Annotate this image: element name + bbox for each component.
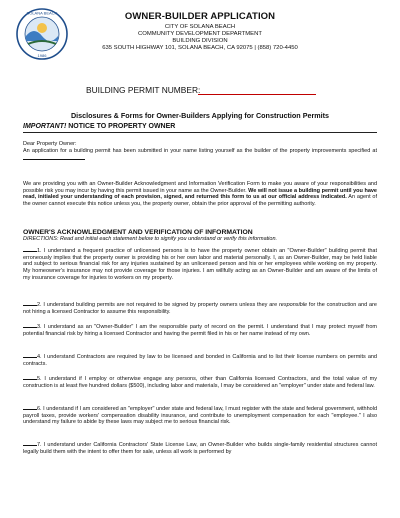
ack-item-3	[23, 323, 377, 337]
notice-paragraph-2-text: We are providing you with an Owner-Builder Acknowledgment and Information Verification Form to make you aware of your responsibilities and possible risk you may incur by having this permit issued in your name as the Owner-Builder.	[23, 181, 377, 194]
notice-paragraph-1-text: An application for a building permit has been submitted in your name listing yourself as the builder of the property improvements specified at	[23, 148, 377, 154]
notice-heading	[23, 123, 175, 130]
initial-field-3[interactable]	[23, 323, 37, 328]
initial-field-6[interactable]	[23, 405, 37, 410]
permit-number-label: BUILDING PERMIT NUMBER:	[86, 85, 201, 95]
acknowledgment-heading: OWNER'S ACKNOWLEDGMENT AND VERIFICATION OF INFORMATION	[23, 229, 253, 236]
ack-item-4-text: 4. I understand Contractors are required by law to be licensed and bonded in California and to list their license numbers on permits and contracts.	[23, 354, 377, 367]
division-name: BUILDING DIVISION	[172, 38, 228, 44]
ack-item-2	[23, 301, 377, 315]
department-name: COMMUNITY DEVELOPMENT DEPARTMENT	[138, 31, 262, 37]
ack-item-5	[23, 375, 377, 389]
svg-text:1986: 1986	[37, 53, 47, 58]
notice-paragraph-2	[23, 181, 377, 208]
initial-field-7[interactable]	[23, 441, 37, 446]
ack-item-1	[23, 247, 377, 282]
ack-item-6-text: 6. I understand if I am considered an "employer" under state and federal law, I must register with the state and federal government, withhold payroll taxes, provide workers' compensation disability insurance, and contribute to unemployment compensation for each "employee." I also understand my failure to abide by these laws may subject me to serious financial risk.	[23, 406, 377, 426]
divider	[23, 132, 377, 133]
permit-number-field[interactable]	[198, 94, 316, 95]
initial-field-1[interactable]	[23, 247, 37, 252]
office-address: 635 SOUTH HIGHWAY 101, SOLANA BEACH, CA 92075 | (858) 720-4450	[102, 45, 298, 51]
initial-field-4[interactable]	[23, 353, 37, 358]
ack-item-3-text: 3. I understand as an "Owner-Builder" I am the responsible party of record on the permit. I understand that I may protect myself from potential financial risk by hiring a licensed Contractor and having the permit filed in his or her name instead of my own.	[23, 324, 377, 337]
initial-field-2[interactable]	[23, 301, 37, 306]
initial-field-5[interactable]	[23, 375, 37, 380]
notice-paragraph-1	[23, 148, 377, 162]
ack-item-6	[23, 405, 377, 426]
ack-item-7	[23, 441, 377, 455]
notice-paragraph-2-end: An agent of the owner cannot execute this notice unless you, the property owner, obtain the prior approval of the permitting authority.	[23, 194, 377, 208]
ack-item-4	[23, 353, 377, 367]
svg-text:SOLANA BEACH: SOLANA BEACH	[26, 10, 58, 16]
city-name: CITY OF SOLANA BEACH	[164, 24, 236, 30]
notice-important-word: IMPORTANT!	[23, 123, 67, 130]
ack-item-2-end: for the construction and are not hiring a licensed Contractor to assume this responsibility.	[23, 302, 377, 315]
notice-heading-text: NOTICE TO PROPERTY OWNER	[66, 123, 176, 130]
notice-paragraph-2-bold: We will not issue a building permit until you have read, initialed your understanding of each provision, signed, and returned this form to us at our official address indicated.	[23, 187, 377, 201]
salutation: Dear Property Owner:	[23, 141, 77, 147]
ack-item-5-text: 5. I understand if I employ or otherwise engage any persons, other than California licensed Contractors, and the total value of my construction is at least five hundred dollars ($500), including labor and materials, I may be considered an "employer" under state and federal law.	[23, 376, 377, 389]
ack-item-1-text: 1. I understand a frequent practice of unlicensed persons is to have the property owner obtain an "Owner-Builder" building permit that erroneously implies that the property owner is providing his or her own labor and material personally. I, as an Owner-Builder, may be held liable and subject to serious financial risk for any injuries sustained by an unlicensed person and his or her employees while working on my property. My homeowner's insurance may not provide coverage for those injuries. I am willfully acting as an Owner-Builder and am aware of the limits of my insurance coverage for injuries to workers on my property.	[23, 248, 377, 281]
form-title: OWNER-BUILDER APPLICATION	[124, 11, 276, 22]
property-address-field[interactable]	[23, 155, 85, 160]
ack-item-7-text: 7. I understand under California Contractors' State License Law, an Owner-Builder who builds single-family residential structures cannot legally build them with the intent to offer them for sale, unless all work is performed by	[23, 442, 377, 455]
ack-item-2-text: 2. I understand building permits are not required to be signed by property owners unless they are	[37, 302, 278, 308]
ack-item-2-emphasis: responsible	[278, 302, 308, 308]
disclosures-heading: Disclosures & Forms for Owner-Builders Applying for Construction Permits	[70, 111, 330, 120]
directions-text: DIRECTIONS: Read and initial each statement below to signify you understand or verify this information.	[23, 236, 278, 242]
